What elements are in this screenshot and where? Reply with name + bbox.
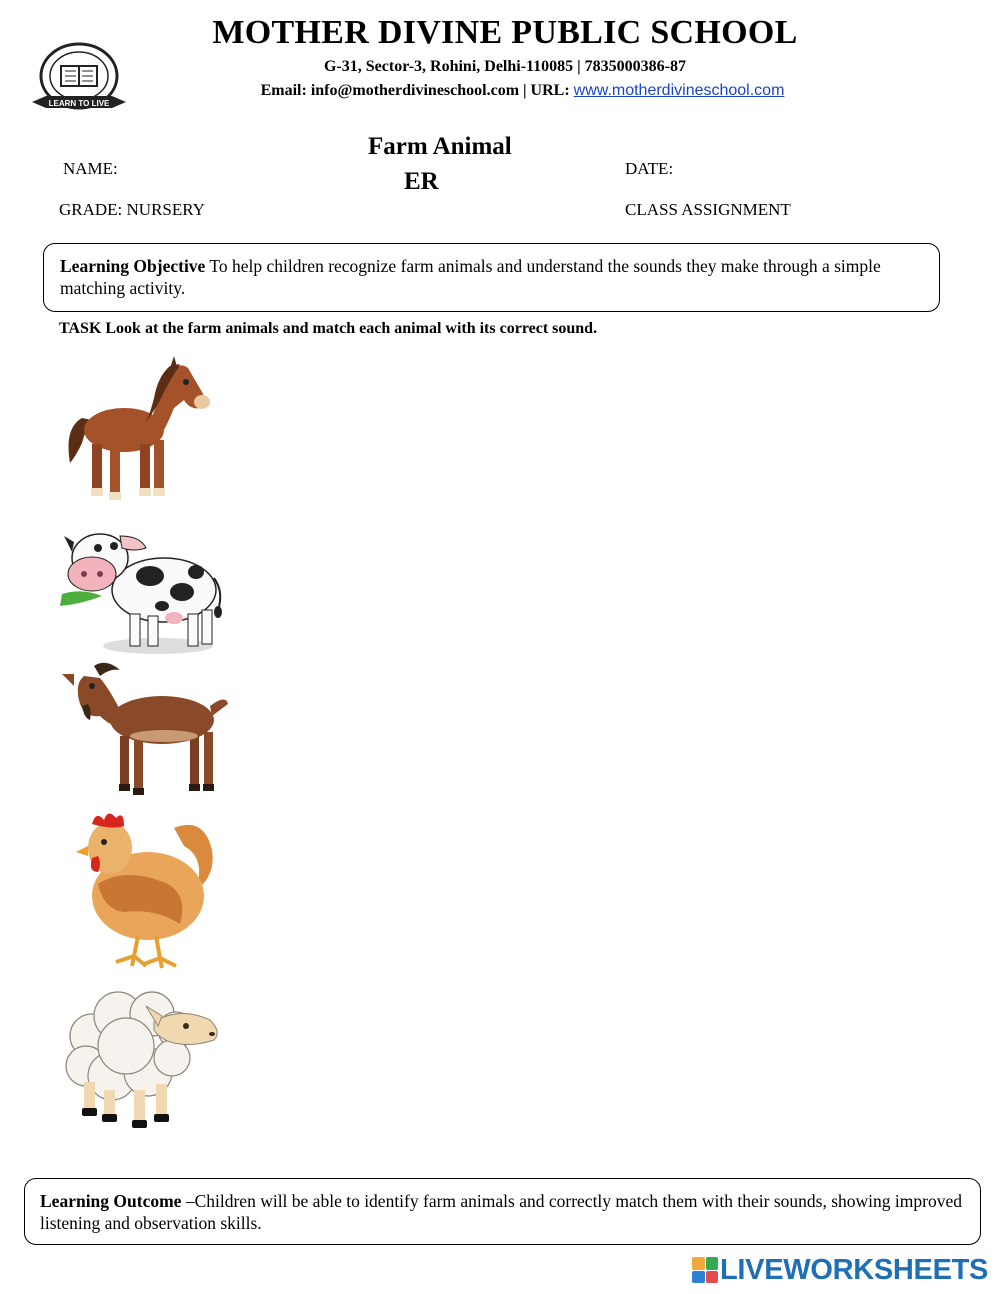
liveworksheets-brand: LIVEWORKSHEETS [720, 1253, 989, 1286]
school-name: MOTHER DIVINE PUBLIC SCHOOL [212, 14, 798, 51]
learning-outcome-box [24, 1178, 981, 1245]
outcome-heading: Learning Outcome [40, 1191, 182, 1211]
cow-icon [58, 522, 228, 660]
assignment-type-label: CLASS ASSIGNMENT [625, 200, 791, 219]
school-address: G-31, Sector-3, Rohini, Delhi-110085 | 7835000386-87 [323, 58, 687, 75]
contact-email: Email: info@motherdivineschool.com | URL: [260, 82, 574, 99]
worksheet-title-cont: ER [404, 168, 439, 195]
school-contact [0, 82, 1000, 100]
objective-text: To help children recognize farm animals and understand the sounds they make through a simple matching activity. [60, 256, 881, 298]
learning-objective-box [43, 243, 940, 312]
horse-icon [62, 348, 214, 508]
name-label: NAME: [63, 159, 118, 178]
goat-icon [60, 660, 232, 800]
objective-heading: Learning Objective [60, 256, 206, 276]
grade-label: GRADE: NURSERY [59, 200, 205, 219]
logo-ribbon-text: LEARN TO LIVE [48, 99, 110, 108]
liveworksheets-mark-icon [692, 1257, 718, 1283]
school-logo [28, 40, 130, 120]
date-label: DATE: [625, 159, 674, 178]
worksheet-title: Farm Animal [368, 133, 512, 160]
task-instruction: TASK Look at the farm animals and match each animal with its correct sound. [59, 320, 598, 337]
sheep-icon [62, 986, 222, 1136]
outcome-text: –Children will be able to identify farm animals and correctly match them with their sounds, showing improved listening and observation skills. [40, 1191, 962, 1233]
school-url-link[interactable]: www.motherdivineschool.com [573, 82, 785, 99]
liveworksheets-logo[interactable] [692, 1255, 988, 1285]
hen-icon [76, 806, 222, 972]
